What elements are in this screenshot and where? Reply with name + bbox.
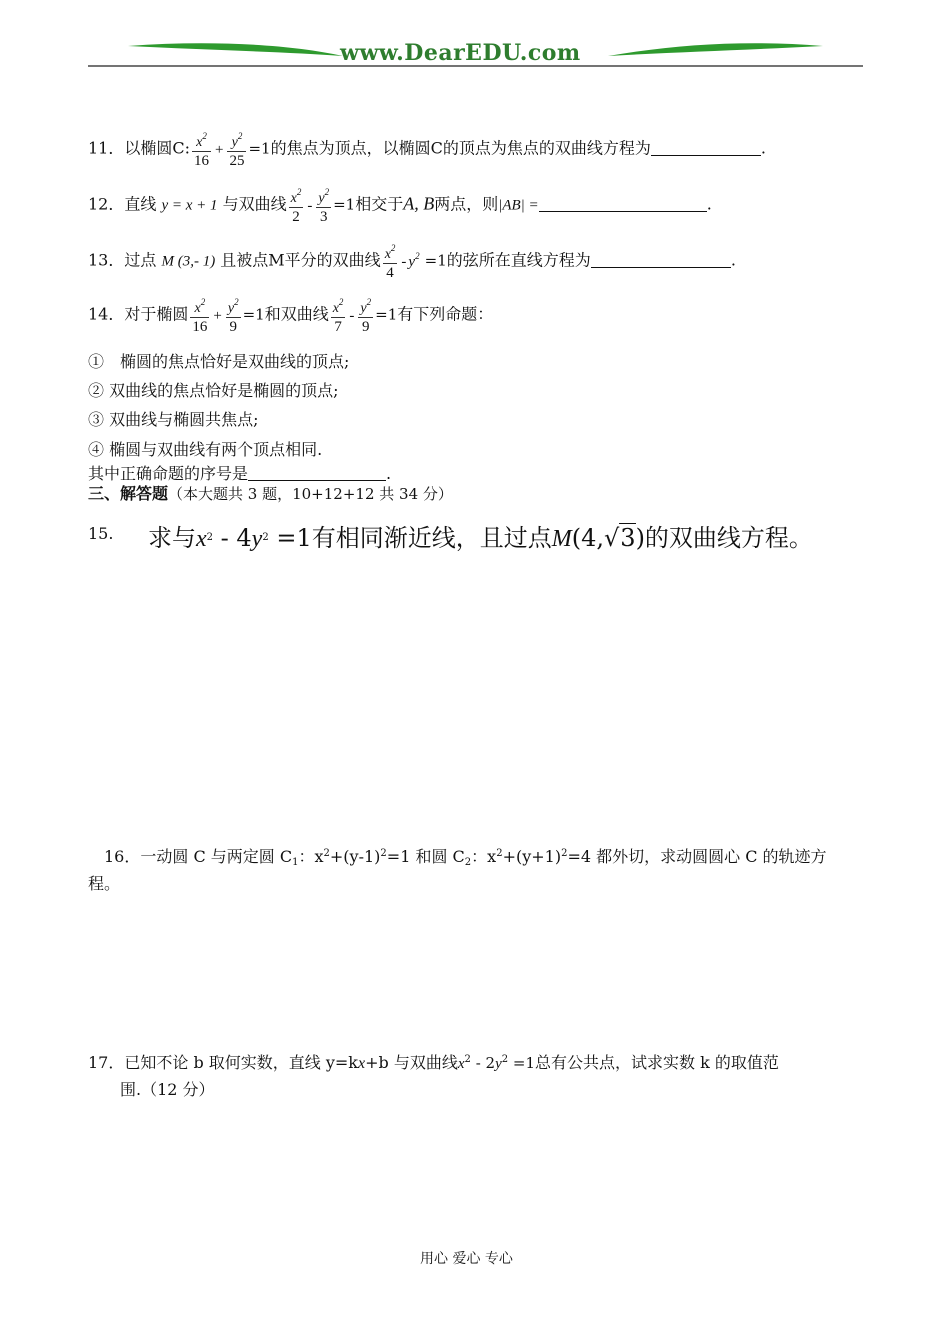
answer-blank-14[interactable]: [248, 464, 386, 481]
q14-item-4: ④ 椭圆与双曲线有两个顶点相同.: [88, 440, 323, 459]
left-swoosh: [128, 43, 343, 56]
q14-item-1: ① 椭圆的焦点恰好是双曲线的顶点;: [88, 352, 350, 371]
answer-blank-12[interactable]: [539, 195, 707, 212]
header-banner: [88, 38, 863, 70]
question-16-line-2: 程。: [88, 874, 121, 893]
fraction-x2-2: $\frac{x^2}{2}$: [290, 187, 302, 225]
question-12: 12．直线 y = x + 1 与双曲线 $\frac{x^2}{2}$ - $\frac{y^2}{3}$ =1相交于A, B两点，则|AB| = .: [88, 184, 712, 226]
question-11: 11．以椭圆C: $\frac{x^2}{16}$ + $\frac{y^2}{25}$ =1的焦点为顶点，以椭圆C的顶点为焦点的双曲线方程为 .: [88, 128, 766, 170]
fraction-y2-25: $\frac{y^2}{25}$: [229, 131, 245, 169]
q14-item-2: ② 双曲线的焦点恰好是椭圆的顶点;: [88, 381, 339, 400]
fraction-x2-4: $\frac{x^2}{4}$: [384, 243, 396, 281]
fraction-x2-7: $\frac{x^2}{7}$: [332, 297, 344, 335]
answer-blank-11[interactable]: [651, 139, 761, 156]
fraction-y2-9: $\frac{y^2}{9}$: [227, 297, 239, 335]
right-swoosh: [608, 43, 823, 56]
site-logo: www.DearEDU.com: [340, 40, 581, 66]
fraction-y2-3: $\frac{y^2}{3}$: [318, 187, 330, 225]
question-17-line-2: 围.（12 分）: [120, 1080, 215, 1099]
section-3-heading: 三、解答题（本大题共 3 题，10+12+12 共 34 分）: [88, 484, 453, 503]
fraction-x2-16: $\frac{x^2}{16}$: [192, 297, 208, 335]
q14-answer-line: 其中正确命题的序号是 .: [88, 464, 392, 483]
question-15: 求与$x^2 - 4y^2 =1$有相同渐近线，且过点M(4,√3)的双曲线方程。: [148, 524, 813, 552]
fraction-y2-9b: $\frac{y^2}{9}$: [360, 297, 372, 335]
q14-item-3: ③ 双曲线与椭圆共焦点;: [88, 410, 259, 429]
question-13: 13．过点 M (3,- 1) 且被点M平分的双曲线 $\frac{x^2}{4}$ - $y^2 =1$的弦所在直线方程为 .: [88, 240, 736, 282]
question-17: 17．已知不论 b 取何实数，直线 y=kx+b 与双曲线$x^2 - 2y^2 =1$总有公共点，试求实数 k 的取值范: [88, 1053, 779, 1072]
answer-blank-13[interactable]: [591, 251, 731, 268]
question-15-number: 15.: [88, 524, 114, 543]
question-16: 16．一动圆 C 与两定圆 $C_1$：$x^2+(y-1)^2=1$ 和圆 $C_2$：$x^2+(y+1)^2=4$ 都外切，求动圆圆心 C 的轨迹方: [104, 847, 827, 868]
question-14: 14．对于椭圆 $\frac{x^2}{16}$ + $\frac{y^2}{9}$ =1和双曲线 $\frac{x^2}{7}$ - $\frac{y^2}{9}$ =1有下列命题：: [88, 294, 493, 336]
page-footer: 用心 爱心 专心: [420, 1251, 513, 1267]
fraction-x2-16: $\frac{x^2}{16}$: [194, 131, 209, 169]
